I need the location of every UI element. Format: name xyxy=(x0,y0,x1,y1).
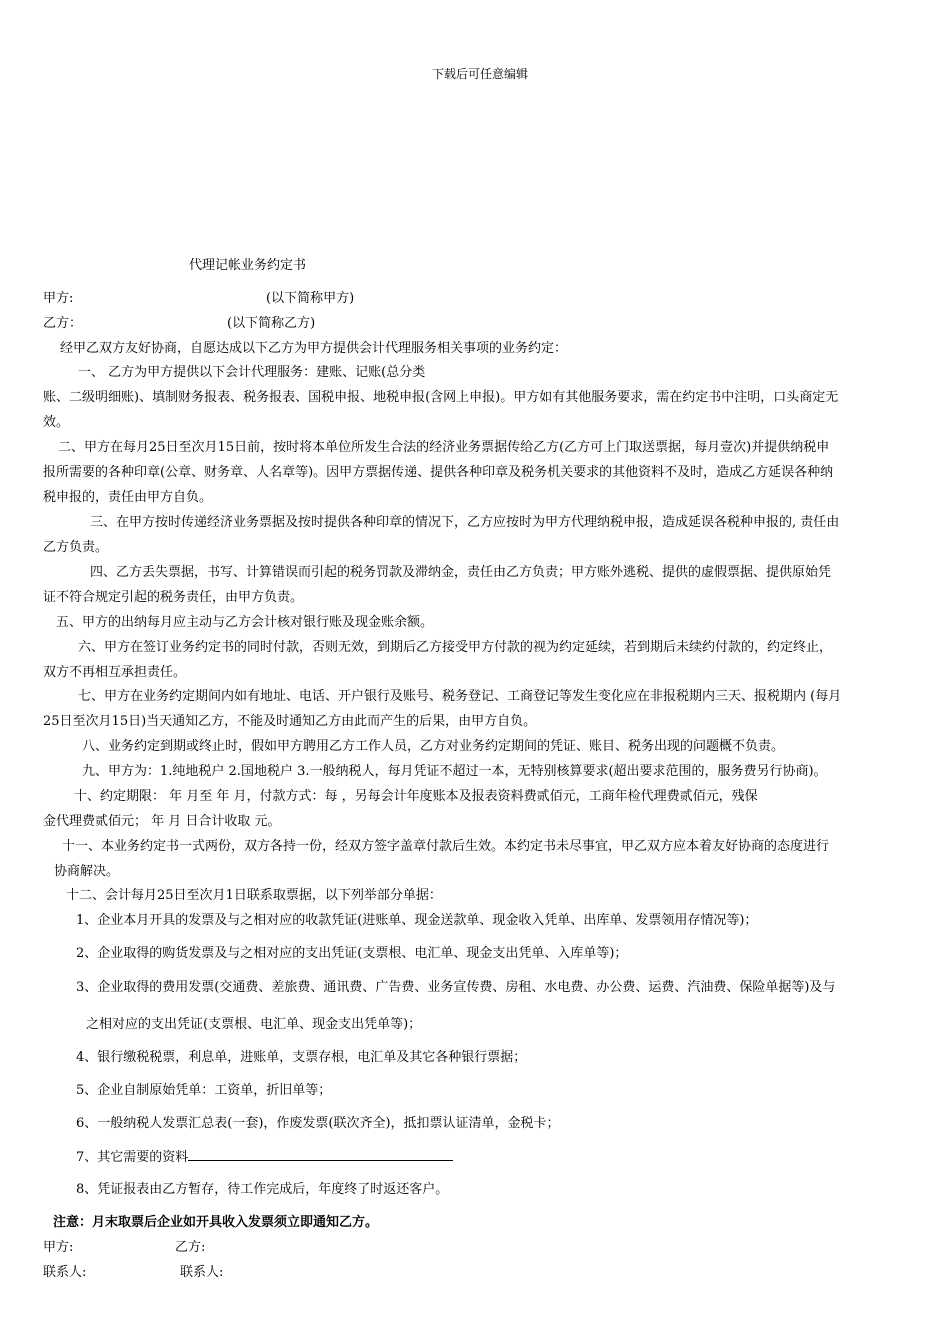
clause-2-line-2: 报所需要的各种印章(公章、财务章、人名章等)。因甲方票据传递、提供各种印章及税务机关要求的其他资料不及时，造成乙方延误各种纳 xyxy=(43,465,834,480)
clause-11-line-2: 协商解决。 xyxy=(54,864,120,879)
list-item-4: 4、银行缴税税票，利息单，进账单，支票存根，电汇单及其它各种银行票据； xyxy=(76,1050,527,1065)
clause-1-line-2: 账、二级明细账)、填制财务报表、税务报表、国税申报、地税申报(含网上申报)。甲方如有其他服务要求，需在约定书中注明，口头商定无 xyxy=(43,390,839,405)
contact-party-b: 联系人: xyxy=(180,1265,224,1280)
list-item-6: 6、一般纳税人发票汇总表(一套)，作废发票(联次齐全)，抵扣票认证清单，金税卡； xyxy=(76,1116,560,1131)
clause-10-line-2: 金代理费贰佰元； 年 月 日合计收取 元。 xyxy=(43,814,281,829)
clause-4-line-1: 四、乙方丢失票据，书写、计算错误而引起的税务罚款及滞纳金，责任由乙方负责；甲方账外逃税、提供的虚假票据、提供原始凭 xyxy=(90,565,832,580)
party-b-label: 乙方： xyxy=(43,316,83,331)
clause-2-line-3: 税申报的，责任由甲方自负。 xyxy=(43,490,213,505)
list-item-7-label: 7、其它需要的资料 xyxy=(76,1150,189,1165)
clause-3-line-2: 乙方负责。 xyxy=(43,540,109,555)
party-b-suffix: (以下简称乙方) xyxy=(227,316,316,331)
clause-1-line-3: 效。 xyxy=(43,415,70,430)
notice: 注意：月末取票后企业如开具收入发票须立即通知乙方。 xyxy=(53,1215,379,1230)
header-note: 下载后可任意编辑 xyxy=(432,67,529,81)
clause-7-line-1: 七、甲方在业务约定期间内如有地址、电话、开户银行及账号、税务登记、工商登记等发生变化应在非报税期内三天、报税期内 (每月 xyxy=(78,689,842,704)
clause-2-line-1: 二、甲方在每月25日至次月15日前，按时将本单位所发生合法的经济业务票据传给乙方(乙方可上门取送票据，每月壹次)并提供纳税申 xyxy=(58,440,830,455)
list-item-3-line-1: 3、企业取得的费用发票(交通费、差旅费、通讯费、广告费、业务宣传费、房租、水电费、办公费、运费、汽油费、保险单据等)及与 xyxy=(76,980,836,995)
party-a-label: 甲方: xyxy=(43,291,74,306)
clause-7-line-2: 25日至次月15日)当天通知乙方，不能及时通知乙方由此而产生的后果，由甲方自负。 xyxy=(43,714,537,729)
clause-4-line-2: 证不符合规定引起的税务责任，由甲方负责。 xyxy=(43,590,304,605)
clause-10-line-1: 十、约定期限： 年 月至 年 月，付款方式：每 ，另每会计年度账本及报表资料费贰佰元，工商年检代理费贰佰元，残保 xyxy=(74,789,758,804)
sign-party-a: 甲方: xyxy=(43,1240,74,1255)
blank-underline xyxy=(188,1148,453,1161)
intro-paragraph: 经甲乙双方友好协商，自愿达成以下乙方为甲方提供会计代理服务相关事项的业务约定： xyxy=(60,341,568,356)
page-title: 代理记帐业务约定书 xyxy=(189,258,307,273)
clause-6-line-2: 双方不再相互承担责任。 xyxy=(43,665,187,680)
clause-11-line-1: 十一、本业务约定书一式两份，双方各持一份，经双方签字盖章付款后生效。本约定书未尽事宜，甲乙双方应本着友好协商的态度进行 xyxy=(62,839,830,854)
sign-party-b: 乙方: xyxy=(175,1240,206,1255)
list-item-7 xyxy=(76,1148,453,1166)
list-item-1: 1、企业本月开具的发票及与之相对应的收款凭证(进账单、现金送款单、现金收入凭单、出库单、发票领用存情况等)； xyxy=(76,913,758,928)
list-item-2: 2、企业取得的购货发票及与之相对应的支出凭证(支票根、电汇单、现金支出凭单、入库单等)； xyxy=(76,946,628,961)
list-item-5: 5、企业自制原始凭单：工资单，折旧单等； xyxy=(76,1083,332,1098)
party-a-suffix: (以下简称甲方) xyxy=(266,291,355,306)
list-item-3-line-2: 之相对应的支出凭证(支票根、电汇单、现金支出凭单等)； xyxy=(86,1017,422,1032)
clause-9: 九、甲方为：1.纯地税户 2.国地税户 3.一般纳税人，每月凭证不超过一本，无特别核算要求(超出要求范围的，服务费另行协商)。 xyxy=(82,764,827,779)
contact-party-a: 联系人: xyxy=(43,1265,87,1280)
clause-6-line-1: 六、甲方在签订业务约定书的同时付款，否则无效，到期后乙方接受甲方付款的视为约定延续，若到期后未续约付款的，约定终止， xyxy=(78,640,833,655)
clause-1-line-1: 一、 乙方为甲方提供以下会计代理服务：建账、记账(总分类 xyxy=(78,365,426,380)
clause-5: 五、甲方的出纳每月应主动与乙方会计核对银行账及现金账余额。 xyxy=(56,615,434,630)
clause-8: 八、业务约定到期或终止时，假如甲方聘用乙方工作人员，乙方对业务约定期间的凭证、账目、税务出现的问题概不负责。 xyxy=(82,739,785,754)
list-item-8: 8、凭证报表由乙方暂存，待工作完成后，年度终了时返还客户。 xyxy=(76,1182,449,1197)
clause-3-line-1: 三、在甲方按时传递经济业务票据及按时提供各种印章的情况下，乙方应按时为甲方代理纳税申报，造成延误各税种申报的, 责任由 xyxy=(90,515,840,530)
clause-12: 十二、会计每月25日至次月1日联系取票据，以下列举部分单据： xyxy=(66,888,442,903)
